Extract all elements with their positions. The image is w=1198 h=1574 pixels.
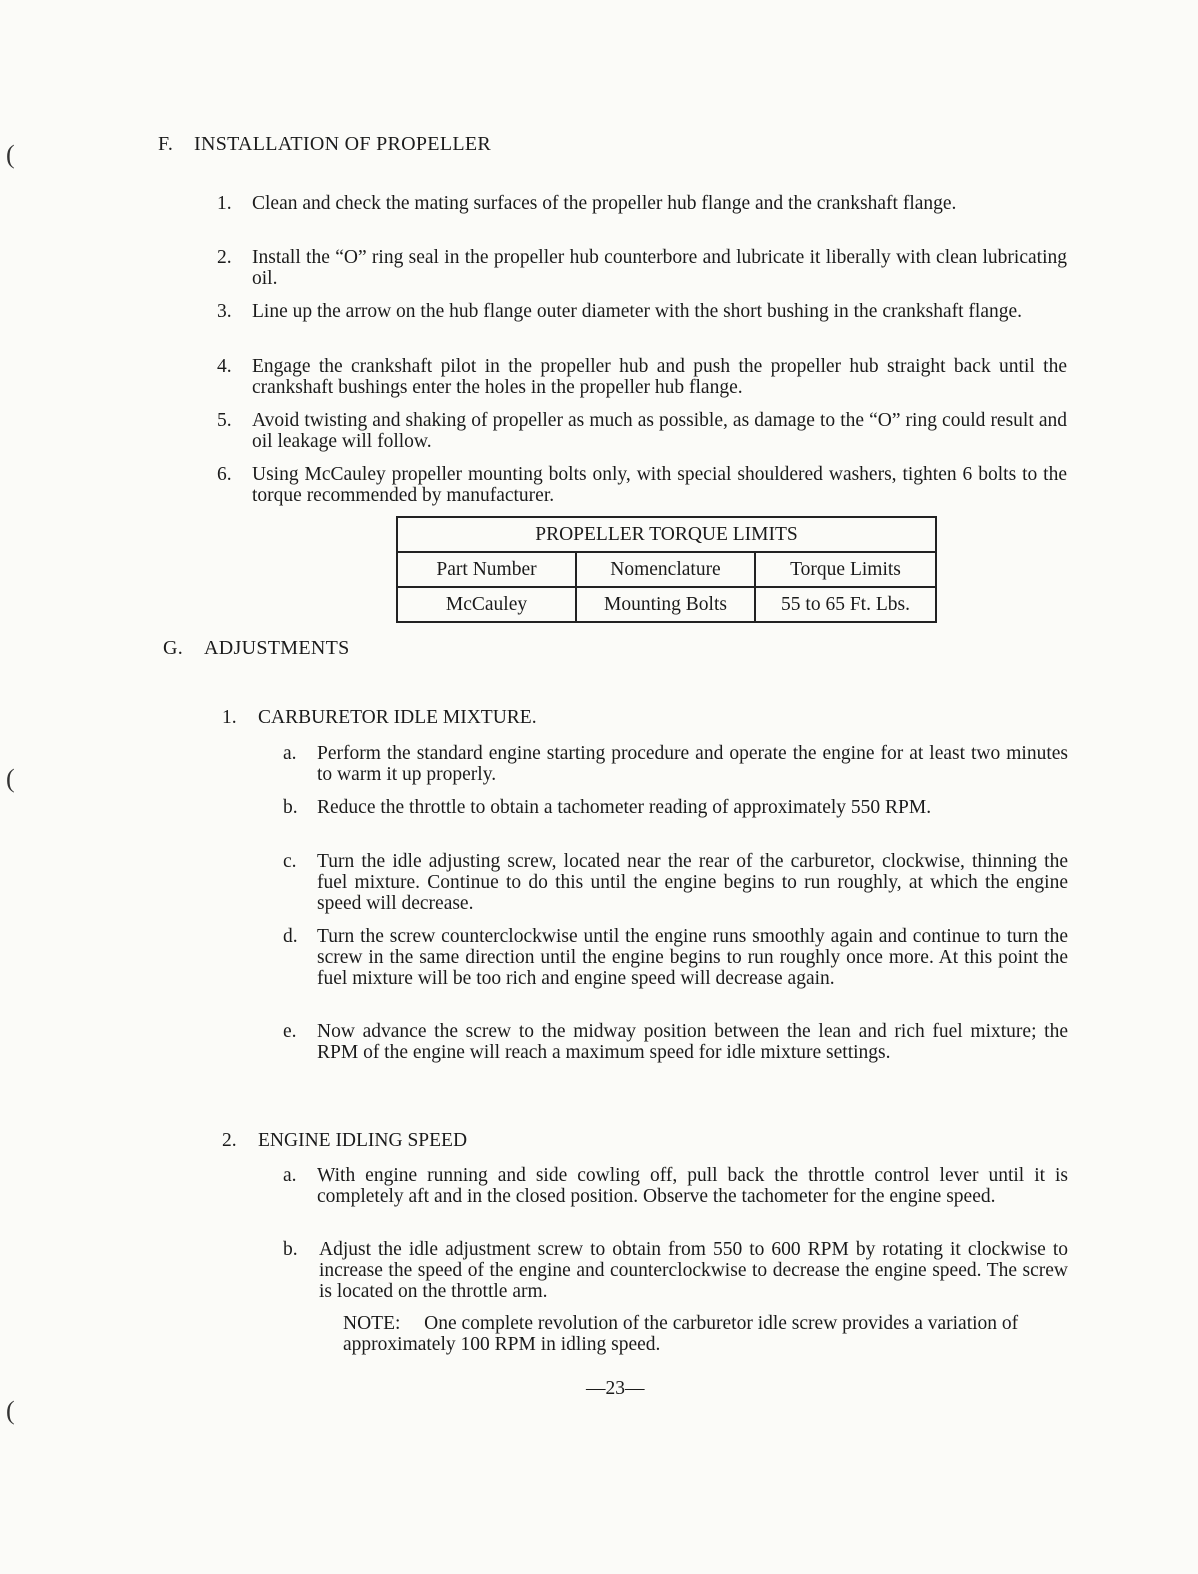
- step-letter: d.: [283, 926, 298, 947]
- step-letter: a.: [283, 743, 297, 764]
- section-f-title: INSTALLATION OF PROPELLER: [194, 133, 492, 155]
- section-f-item-1: [217, 193, 1067, 214]
- step-text: Adjust the idle adjustment screw to obtain from 550 to 600 RPM by rotating it clockwise to increase the speed of the engine and counterclockwise to decrease the engine speed. The screw is located on the throttle arm.: [319, 1239, 1068, 1302]
- idling-step-b: [283, 1239, 1068, 1302]
- section-g-title: ADJUSTMENTS: [204, 637, 350, 659]
- step-letter: b.: [283, 1239, 298, 1260]
- step-text: Perform the standard engine starting procedure and operate the engine for at least two minutes to warm it up properly.: [317, 743, 1068, 785]
- section-f-item-5: [217, 410, 1067, 452]
- torque-table-title: PROPELLER TORQUE LIMITS: [397, 517, 936, 552]
- cell-nomenclature: Mounting Bolts: [576, 587, 755, 622]
- item-number: 2.: [217, 247, 232, 268]
- section-f-item-2: [217, 247, 1067, 289]
- section-f-item-4: [217, 356, 1067, 398]
- sub-number: 1.: [222, 707, 237, 728]
- item-text: Clean and check the mating surfaces of the propeller hub flange and the crankshaft flange.: [252, 193, 957, 214]
- note-label: NOTE:: [343, 1313, 401, 1334]
- sub-heading-idling-speed: [222, 1130, 467, 1152]
- section-f-item-3: [217, 301, 1067, 322]
- sub-heading-carburetor: [222, 707, 537, 729]
- idling-step-a: [283, 1165, 1068, 1207]
- item-text: Engage the crankshaft pilot in the propeller hub and push the propeller hub straight back until the crankshaft bushings enter the holes in the propeller hub flange.: [252, 356, 1067, 398]
- step-text: Turn the idle adjusting screw, located near the rear of the carburetor, clockwise, thinning the fuel mixture. Continue to do this until the engine begins to run roughly, at which the engine speed will decrease.: [317, 851, 1068, 914]
- item-number: 4.: [217, 356, 232, 377]
- header-torque-limits: Torque Limits: [755, 552, 936, 587]
- item-text: Line up the arrow on the hub flange outer diameter with the short bushing in the crankshaft flange.: [252, 301, 1023, 322]
- item-text: Using McCauley propeller mounting bolts only, with special shouldered washers, tighten 6 bolts to the torque recommended by manufacturer.: [252, 464, 1067, 506]
- section-g-letter: G.: [163, 637, 184, 659]
- step-letter: c.: [283, 851, 297, 872]
- step-text: Turn the screw counterclockwise until the engine runs smoothly again and continue to turn the screw in the same direction until the engine begins to run roughly once more. At this point the fuel mixture will be too rich and engine speed will decrease again.: [317, 926, 1068, 989]
- cell-torque-limits: 55 to 65 Ft. Lbs.: [755, 587, 936, 622]
- step-letter: b.: [283, 797, 298, 818]
- item-number: 1.: [217, 193, 232, 214]
- page-number: —23—: [586, 1378, 645, 1399]
- note-text: One complete revolution of the carburetor idle screw provides a variation of approximately 100 RPM in idling speed.: [343, 1313, 1019, 1355]
- step-text: Now advance the screw to the midway position between the lean and rich fuel mixture; the RPM of the engine will reach a maximum speed for idle mixture settings.: [317, 1021, 1068, 1063]
- propeller-torque-table: [396, 516, 937, 623]
- cell-part-number: McCauley: [397, 587, 576, 622]
- carburetor-step-e: [283, 1021, 1068, 1063]
- carburetor-step-b: [283, 797, 1068, 818]
- header-part-number: Part Number: [397, 552, 576, 587]
- item-number: 5.: [217, 410, 232, 431]
- carburetor-step-c: [283, 851, 1068, 914]
- carburetor-step-d: [283, 926, 1068, 989]
- item-text: Install the “O” ring seal in the propeller hub counterbore and lubricate it liberally with clean lubricating oil.: [252, 247, 1067, 289]
- header-nomenclature: Nomenclature: [576, 552, 755, 587]
- item-text: Avoid twisting and shaking of propeller as much as possible, as damage to the “O” ring could result and oil leakage will follow.: [252, 410, 1067, 452]
- item-number: 3.: [217, 301, 232, 322]
- section-f-letter: F.: [158, 133, 174, 155]
- carburetor-step-a: [283, 743, 1068, 785]
- sub-title: ENGINE IDLING SPEED: [258, 1130, 468, 1151]
- hole-punch-mark-middle: (: [6, 764, 15, 793]
- section-f-heading: [158, 133, 491, 156]
- sub-title: CARBURETOR IDLE MIXTURE.: [258, 707, 537, 728]
- note-block: [343, 1313, 1067, 1355]
- item-number: 6.: [217, 464, 232, 485]
- hole-punch-mark-top: (: [6, 140, 15, 169]
- section-f-item-6: [217, 464, 1067, 506]
- step-letter: e.: [283, 1021, 297, 1042]
- sub-number: 2.: [222, 1130, 237, 1151]
- step-text: Reduce the throttle to obtain a tachometer reading of approximately 550 RPM.: [317, 797, 932, 818]
- hole-punch-mark-bottom: (: [6, 1396, 15, 1425]
- section-g-heading: [163, 637, 350, 660]
- step-letter: a.: [283, 1165, 297, 1186]
- step-text: With engine running and side cowling off, pull back the throttle control lever until it is completely aft and in the closed position. Observe the tachometer for the engine speed.: [317, 1165, 1068, 1207]
